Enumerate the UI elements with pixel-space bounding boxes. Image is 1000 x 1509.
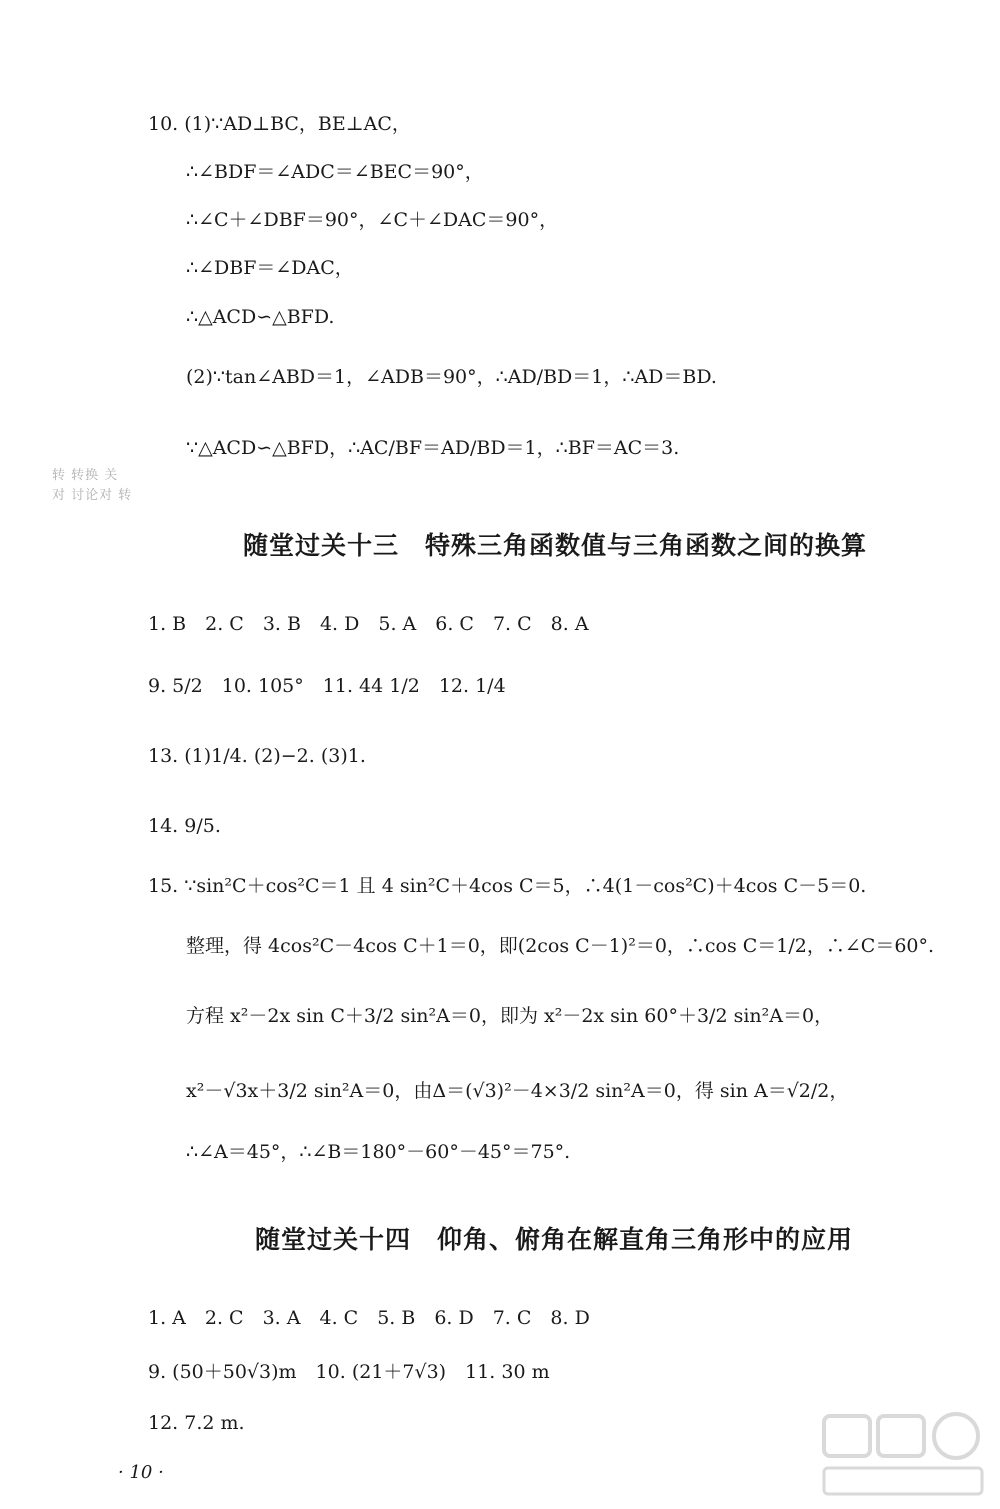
s2-line-2: 9. 5/2 10. 105° 11. 44 1/2 12. 1/4 [148, 675, 506, 697]
s2-line-6: 整理，得 4cos²C－4cos C＋1＝0，即(2cos C－1)²＝0，∴cos C＝1/2，∴∠C＝60°. [186, 935, 935, 957]
s2-line-8: x²－√3x＋3/2 sin²A＝0，由Δ＝(√3)²－4×3/2 sin²A＝0，得 sin A＝√2/2， [186, 1080, 849, 1102]
s1-line-5: ∴△ACD∽△BFD. [186, 306, 335, 328]
margin-handwriting-line-2: 对 讨论对 转 [52, 488, 133, 503]
s1-line-4: ∴∠DBF＝∠DAC， [186, 257, 354, 279]
s1-line-6: (2)∵tan∠ABD＝1，∠ADB＝90°，∴AD/BD＝1，∴AD＝BD. [186, 366, 717, 388]
s1-line-7: ∵△ACD∽△BFD，∴AC/BF＝AD/BD＝1，∴BF＝AC＝3. [186, 437, 680, 459]
s2-line-7: 方程 x²－2x sin C＋3/2 sin²A＝0，即为 x²－2x sin 60°＋3/2 sin²A＝0， [186, 1005, 834, 1027]
s2-line-9: ∴∠A＝45°，∴∠B＝180°－60°－45°＝75°. [186, 1141, 571, 1163]
margin-handwriting-line-1: 转 转换 关 [52, 468, 119, 483]
s2-line-5: 15. ∵sin²C＋cos²C＝1 且 4 sin²C＋4cos C＝5，∴4(1－cos²C)＋4cos C－5＝0. [148, 875, 867, 897]
page-number: · 10 · [118, 1462, 164, 1483]
s3-line-1: 1. A 2. C 3. A 4. C 5. B 6. D 7. C 8. D [148, 1307, 590, 1329]
s2-line-3: 13. (1)1/4. (2)−2. (3)1. [148, 745, 366, 767]
s2-line-4: 14. 9/5. [148, 815, 221, 837]
section-title-14: 随堂过关十四 仰角、俯角在解直角三角形中的应用 [255, 1225, 854, 1254]
s3-line-2: 9. (50＋50√3)m 10. (21＋7√3) 11. 30 m [148, 1361, 550, 1383]
margin-handwriting [52, 466, 170, 506]
s1-line-1: 10. (1)∵AD⊥BC，BE⊥AC， [148, 113, 411, 135]
s3-line-3: 12. 7.2 m. [148, 1412, 245, 1434]
s1-line-3: ∴∠C＋∠DBF＝90°，∠C＋∠DAC＝90°， [186, 209, 559, 231]
s1-line-2: ∴∠BDF＝∠ADC＝∠BEC＝90°， [186, 161, 484, 183]
s2-line-1: 1. B 2. C 3. B 4. D 5. A 6. C 7. C 8. A [148, 613, 589, 635]
section-title-13: 随堂过关十三 特殊三角函数值与三角函数之间的换算 [243, 531, 868, 560]
watermark-logo [818, 1410, 988, 1502]
